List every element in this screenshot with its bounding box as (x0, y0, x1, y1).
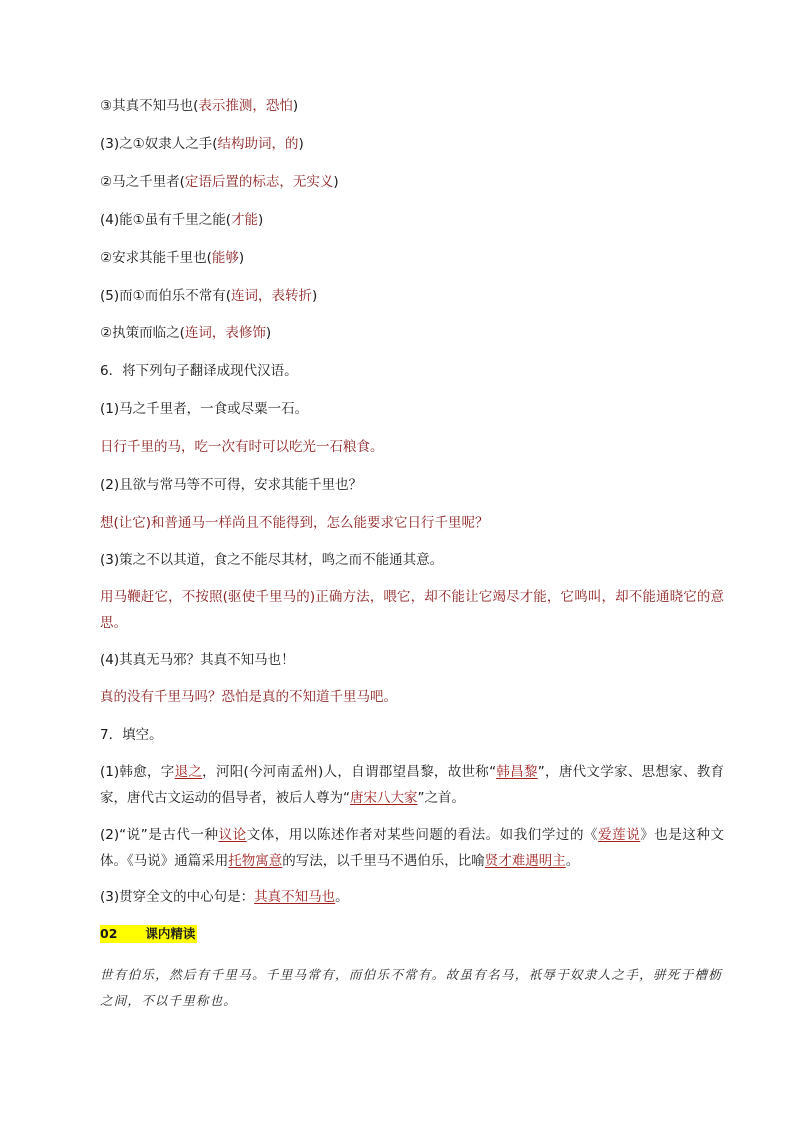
item-line (100, 98, 724, 114)
section-header (100, 925, 197, 943)
paragraph-text: (1)韩愈，字 (100, 764, 175, 780)
blank-answer: 贤才难遇明主 (484, 853, 566, 869)
fill-blank-paragraph (100, 822, 724, 874)
paragraph-text: (2)“说”是古代一种 (100, 827, 219, 843)
blank-answer: 爱莲说 (598, 827, 641, 843)
translation-answer: 用马鞭赶它，不按照(驱使千里马的)正确方法，喂它，却不能让它竭尽才能，它鸣叫，却不能通晓它的意思。 (100, 589, 724, 631)
item-line (100, 174, 724, 190)
sentence-prompt: (1)马之千里者，一食或尽粟一石。 (100, 401, 309, 417)
item-text: ③其真不知马也( (100, 98, 199, 114)
sentence-prompt: (3)策之不以其道，食之不能尽其材，鸣之而不能通其意。 (100, 552, 444, 568)
section-label: 课内精读 (145, 926, 196, 941)
item-line (100, 250, 724, 266)
classical-passage: 世有伯乐，然后有千里马。千里马常有，而伯乐不常有。故虽有名马，祇辱于奴隶人之手，骈死于槽枥之间，不以千里称也。 (100, 967, 722, 1008)
item-text: ) (238, 250, 245, 266)
paragraph-text: 。 (565, 853, 580, 869)
answer-text: 连词，表转折 (231, 288, 312, 304)
translation-answer: 想(让它)和普通马一样尚且不能得到，怎么能要求它日行千里呢？ (100, 515, 489, 531)
sentence-prompt: (2)且欲与常马等不可得，安求其能千里也？ (100, 477, 363, 493)
item-text: ) (333, 174, 339, 190)
item-line (100, 212, 724, 228)
item-text: (4)能①虽有千里之能( (100, 212, 231, 228)
fill-blank-paragraph (100, 759, 724, 811)
section-number: 02 (100, 926, 118, 941)
item-text: ) (258, 212, 264, 228)
item-text: (3)之①奴隶人之手( (100, 136, 218, 152)
answer-text: 才能 (231, 212, 258, 228)
item-text: ②执策而临之( (100, 325, 185, 341)
paragraph-text: 的写法，以千里马不遇伯乐，比喻 (282, 853, 485, 869)
paragraph-text: 。 (335, 889, 349, 905)
paragraph-text: ，河阳(今河南孟州)人，自谓郡望昌黎，故世称“ (202, 764, 497, 780)
item-line (100, 325, 724, 341)
item-text: (5)而①而伯乐不常有( (100, 288, 231, 304)
blank-answer: 唐宋八大家 (350, 790, 418, 806)
paragraph-text: ”，唐代文学家、思想家、教育家，唐代古文运动的倡导者，被后人尊为“ (100, 764, 725, 806)
translation-answer: 日行千里的马，吃一次有时可以吃光一石粮食。 (100, 439, 384, 455)
question-title: 6．将下列句子翻译成现代汉语。 (100, 363, 298, 379)
item-text: ) (298, 136, 304, 152)
paragraph-text: 》也是这种文体。《马说》通篇采用 (100, 827, 725, 869)
item-line (100, 288, 724, 304)
answer-text: 表示推测，恐怕 (198, 98, 293, 114)
paragraph-text: ”之首。 (417, 790, 465, 806)
item-text: ) (312, 288, 318, 304)
answer-text: 能够 (211, 250, 239, 266)
item-text: ) (265, 325, 272, 341)
item-line (100, 136, 724, 152)
answer-text: 连词，表修饰 (184, 325, 266, 341)
paragraph-text: (3)贯穿全文的中心句是： (100, 889, 255, 905)
item-text: ②安求其能千里也( (100, 250, 212, 266)
fill-blank-paragraph (100, 889, 724, 905)
blank-answer: 托物寓意 (228, 853, 283, 869)
blank-answer: 韩昌黎 (496, 764, 538, 780)
blank-answer: 议论 (218, 827, 247, 843)
translation-answer: 真的没有千里马吗？恐怕是真的不知道千里马吧。 (100, 689, 397, 705)
answer-text: 结构助词，的 (217, 136, 299, 152)
item-text: ②马之千里者( (100, 174, 185, 190)
paragraph-text: 文体，用以陈述作者对某些问题的看法。如我们学过的《 (246, 827, 599, 843)
blank-answer: 退之 (174, 764, 203, 780)
sentence-prompt: (4)其真无马邪？其真不知马也！ (100, 652, 295, 668)
question-title: 7．填空。 (100, 727, 163, 743)
answer-text: 定语后置的标志，无实义 (184, 174, 334, 190)
item-text: ) (292, 98, 299, 114)
blank-answer: 其真不知马也 (254, 889, 336, 905)
